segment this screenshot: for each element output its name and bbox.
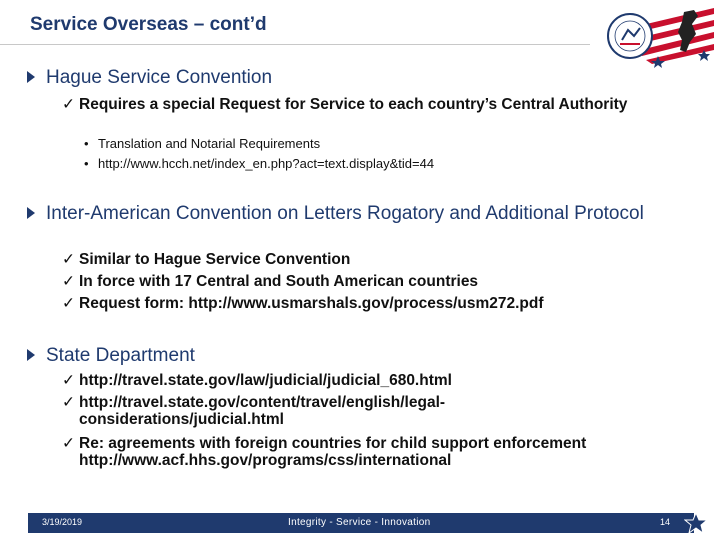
star-icon (684, 512, 708, 534)
list-item-link[interactable]: http://travel.state.gov/law/judicial/judicial_680.html (79, 372, 452, 389)
footer-tagline: Integrity - Service - Innovation (288, 517, 431, 528)
section-heading-text: Inter-American Convention on Letters Rogatory and Additional Protocol (46, 203, 644, 224)
checkmark-icon: ✓ (62, 394, 75, 411)
list-item-text: Requires a special Request for Service to each country’s Central Authority (79, 96, 628, 113)
checkmark-icon: ✓ (62, 251, 75, 268)
page-title: Service Overseas – cont’d (30, 14, 267, 35)
checkmark-icon: ✓ (62, 372, 75, 389)
checkmark-icon: ✓ (62, 96, 75, 113)
page-number: 14 (660, 517, 671, 527)
sub-list-item-link[interactable]: http://www.hcch.net/index_en.php?act=text.display&tid=44 (98, 156, 435, 171)
bullet-dot-icon: • (84, 156, 89, 171)
triangle-bullet-icon (26, 206, 36, 220)
checkmark-icon: ✓ (62, 295, 75, 312)
title-divider (0, 44, 590, 45)
list-item-link[interactable]: http://travel.state.gov/content/travel/english/legal-considerations/judicial.html (79, 394, 446, 428)
checkmark-icon: ✓ (62, 273, 75, 290)
list-item-text: Re: agreements with foreign countries for child support enforcement http://www.acf.hhs.gov/programs/css/international (79, 435, 587, 469)
section-heading-text: State Department (46, 345, 195, 366)
sub-list-item-text: Translation and Notarial Requirements (98, 136, 321, 151)
triangle-bullet-icon (26, 348, 36, 362)
checkmark-icon: ✓ (62, 435, 75, 452)
list-item-text: Request form: http://www.usmarshals.gov/process/usm272.pdf (79, 295, 544, 312)
list-item-text: Similar to Hague Service Convention (79, 251, 351, 268)
list-item-text: In force with 17 Central and South American countries (79, 273, 479, 290)
bullet-dot-icon: • (84, 136, 89, 151)
seal-flag-logo (600, 2, 718, 68)
footer-date: 3/19/2019 (42, 517, 83, 527)
triangle-bullet-icon (26, 70, 36, 84)
section-heading-text: Hague Service Convention (46, 67, 273, 88)
